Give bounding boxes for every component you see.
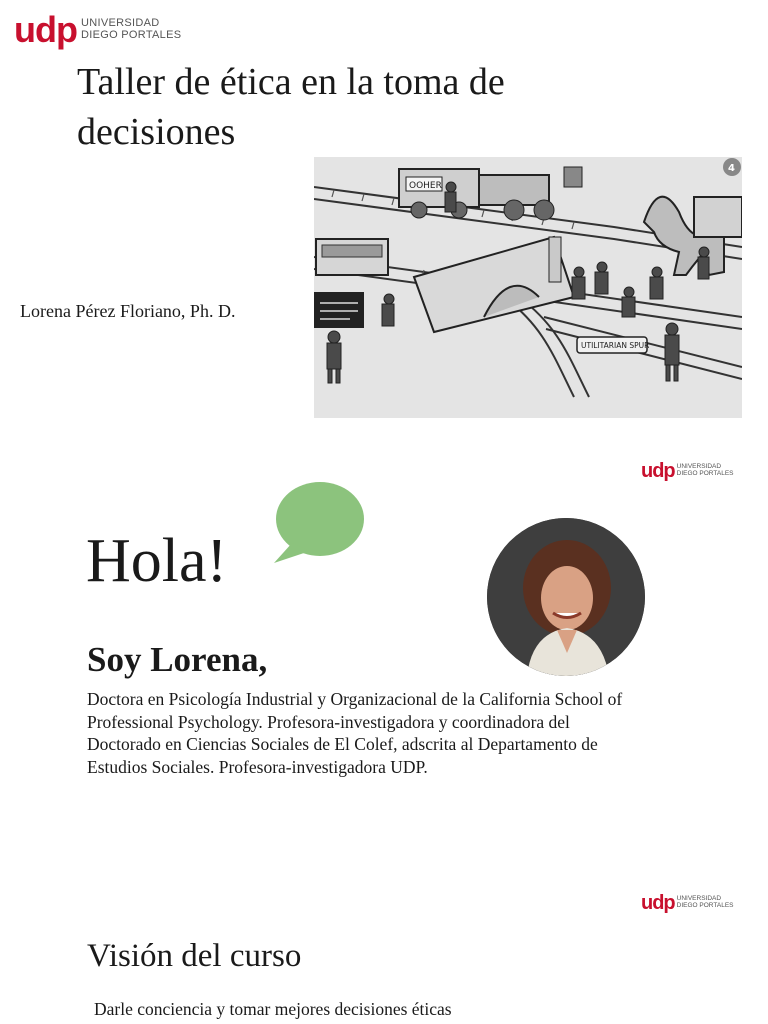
speech-bubble-icon [270, 481, 366, 572]
bio-paragraph: Doctora en Psicología Industrial y Organizacional de la California School of Professional Psychology. Profesora-investigadora y coordinadora del Doctorado en Ciencias Sociales de El Colef, adscrita al Departamento de Estudios Sociales. Profesora-investigadora UDP. [87, 689, 623, 777]
svg-text:OOHER: OOHER [409, 181, 442, 191]
udp-logo [14, 9, 182, 50]
logo-mark: udp [14, 9, 77, 50]
logo-mark: udp [641, 460, 675, 482]
slide-title: Taller de ética en la toma de decisiones [77, 61, 505, 153]
logo-mark: udp [641, 892, 675, 914]
udp-logo-small-2 [641, 893, 734, 913]
course-goal-text: Darle conciencia y tomar mejores decisiones éticas [94, 999, 452, 1019]
svg-text:UTILITARIAN SPUR: UTILITARIAN SPUR [581, 341, 650, 350]
author-name: Lorena Pérez Floriano, Ph. D. [20, 301, 236, 321]
logo-line-2: DIEGO PORTALES [80, 29, 182, 41]
logo-line-2: DIEGO PORTALES [676, 902, 734, 909]
logo-wordmark [677, 464, 734, 478]
logo-line-2: DIEGO PORTALES [676, 470, 734, 477]
logo-wordmark [677, 896, 734, 910]
profile-photo [487, 518, 645, 676]
logo-line-1: UNIVERSIDAD [676, 463, 722, 471]
trolley-cartoon-image [314, 157, 742, 418]
course-vision-heading: Visión del curso [87, 938, 302, 974]
intro-heading: Soy Lorena, [87, 640, 268, 679]
svg-text:4: 4 [728, 163, 735, 174]
greeting-heading: Hola! [86, 527, 228, 595]
udp-logo-small [641, 461, 734, 481]
logo-wordmark [81, 18, 181, 41]
logo-line-1: UNIVERSIDAD [676, 895, 722, 903]
logo-line-1: UNIVERSIDAD [80, 17, 160, 30]
